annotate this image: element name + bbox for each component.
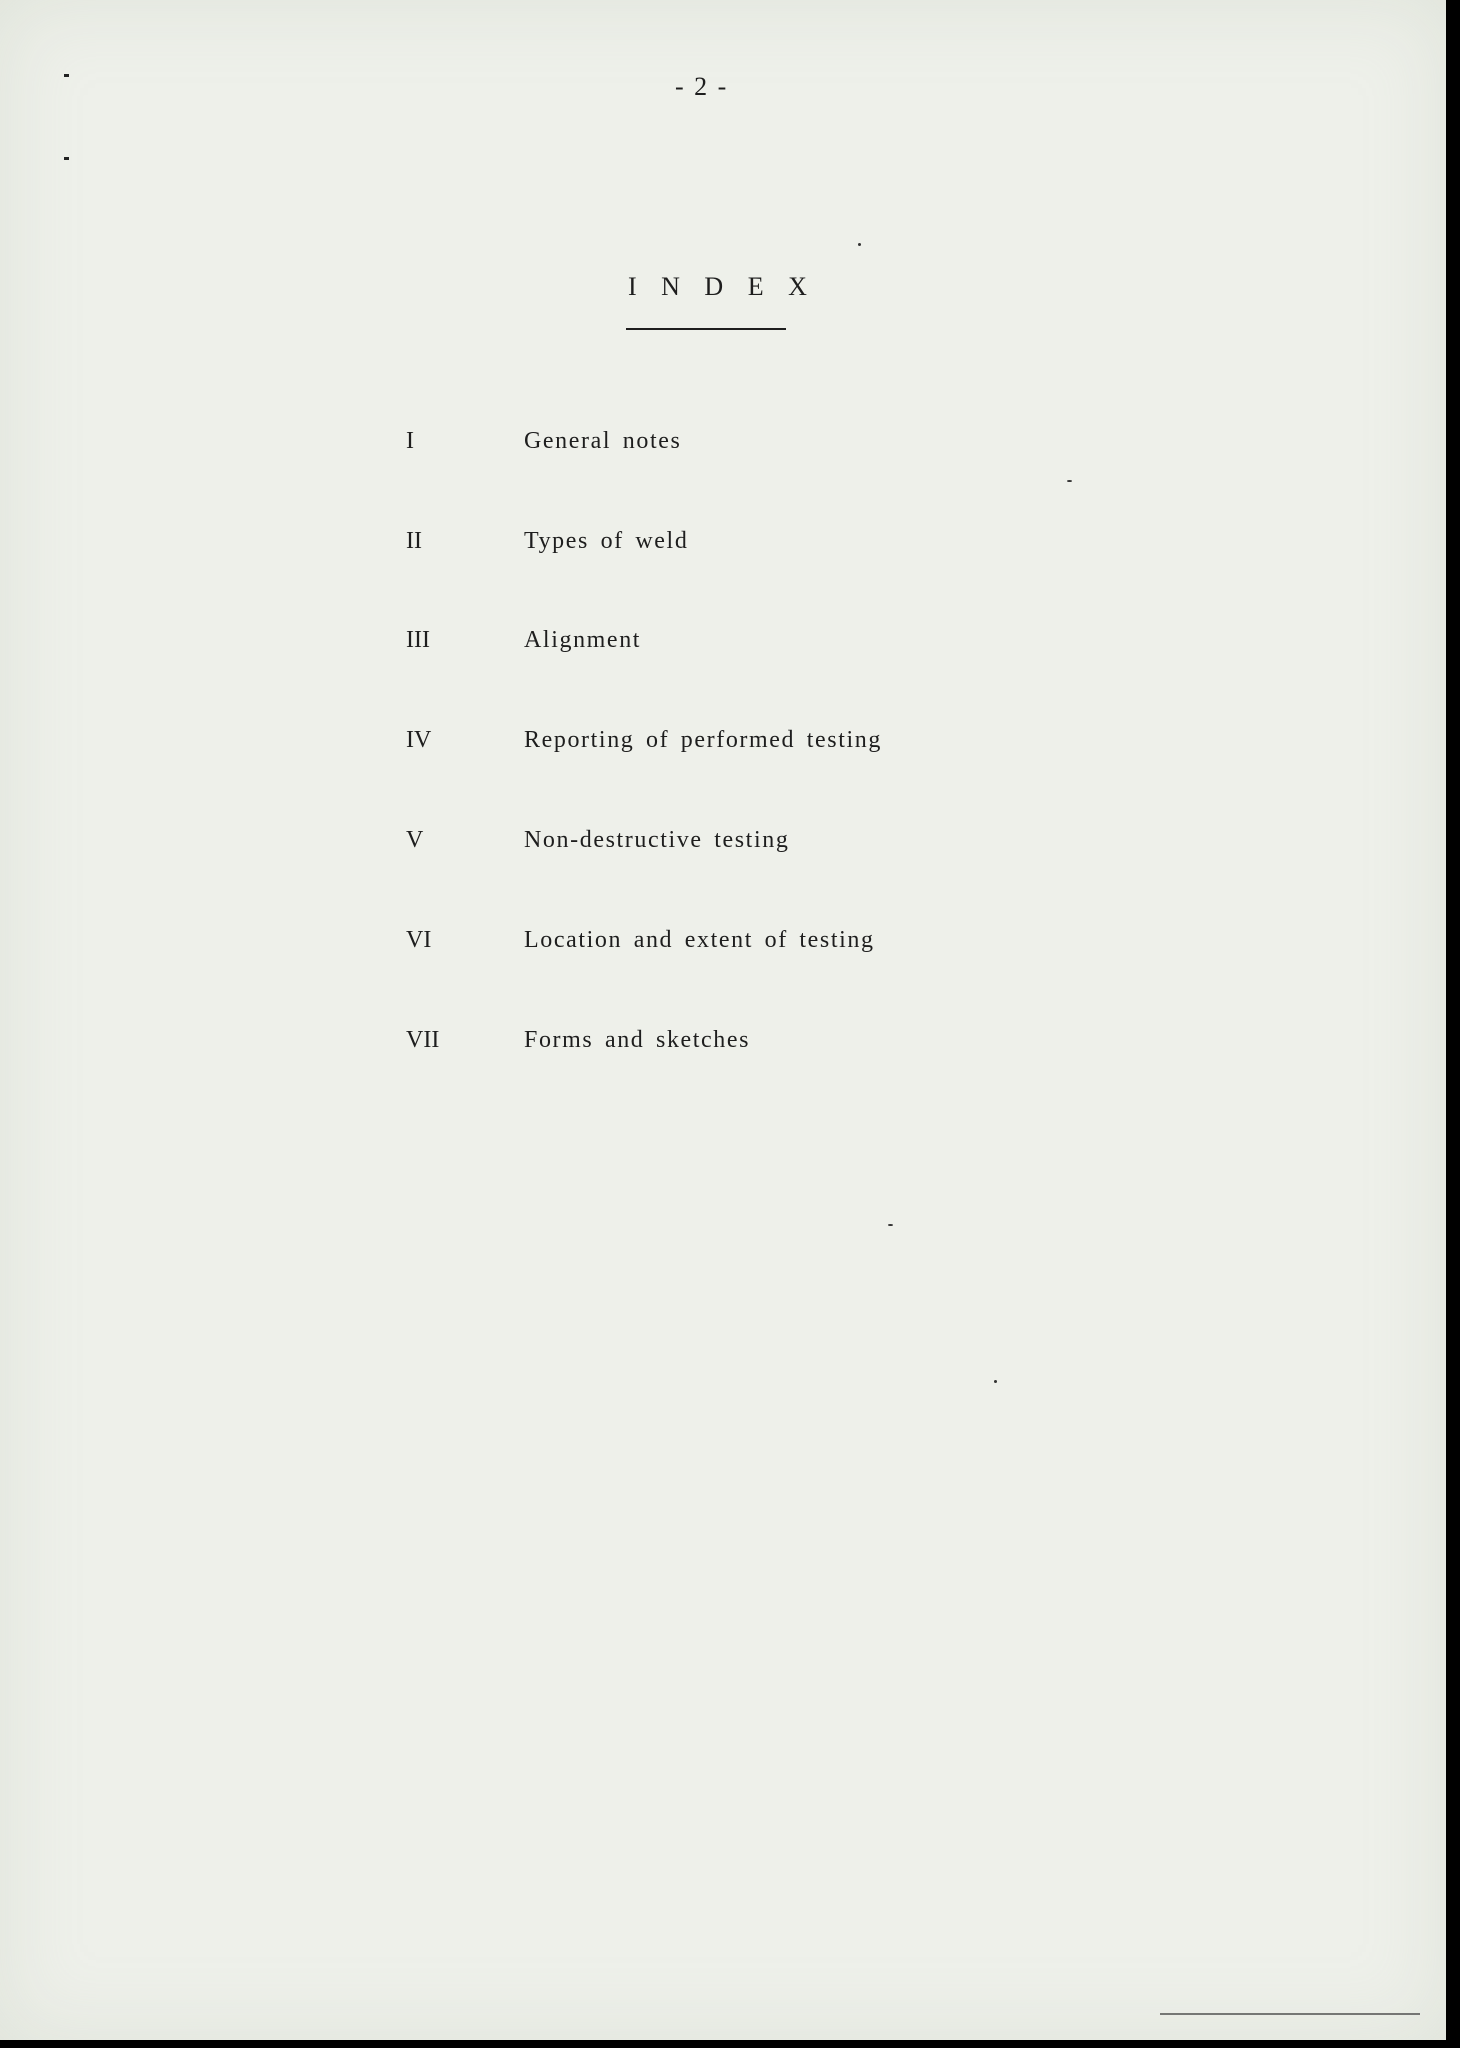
- section-title: Reporting of performed testing: [524, 727, 882, 753]
- index-entry: [0, 727, 1100, 767]
- section-title: Location and extent of testing: [524, 927, 875, 953]
- index-entry: [0, 1027, 1100, 1067]
- section-numeral: V: [406, 827, 424, 853]
- scan-speck: [858, 243, 861, 246]
- scan-speck: [994, 1380, 997, 1383]
- section-numeral: II: [406, 528, 422, 554]
- margin-mark: [64, 157, 69, 160]
- index-title: I N D E X: [628, 272, 816, 301]
- section-title: Alignment: [524, 627, 642, 653]
- section-numeral: III: [406, 627, 430, 653]
- scan-speck: [888, 1224, 893, 1226]
- page-number: - 2 -: [675, 72, 729, 101]
- scan-edge-line: [1160, 2013, 1420, 2015]
- title-underline: [626, 328, 786, 330]
- index-entry: [0, 528, 1100, 568]
- scan-speck: [1067, 480, 1072, 482]
- index-entry: [0, 927, 1100, 967]
- section-numeral: VII: [406, 1027, 440, 1053]
- index-entry: [0, 627, 1100, 667]
- section-title: Types of weld: [524, 528, 689, 554]
- section-numeral: I: [406, 428, 414, 454]
- section-numeral: IV: [406, 727, 432, 753]
- section-title: Non-destructive testing: [524, 827, 790, 853]
- index-entry: [0, 428, 1100, 468]
- section-title: Forms and sketches: [524, 1027, 751, 1053]
- margin-mark: [64, 74, 69, 77]
- index-entry: [0, 827, 1100, 867]
- section-numeral: VI: [406, 927, 432, 953]
- section-title: General notes: [524, 428, 682, 454]
